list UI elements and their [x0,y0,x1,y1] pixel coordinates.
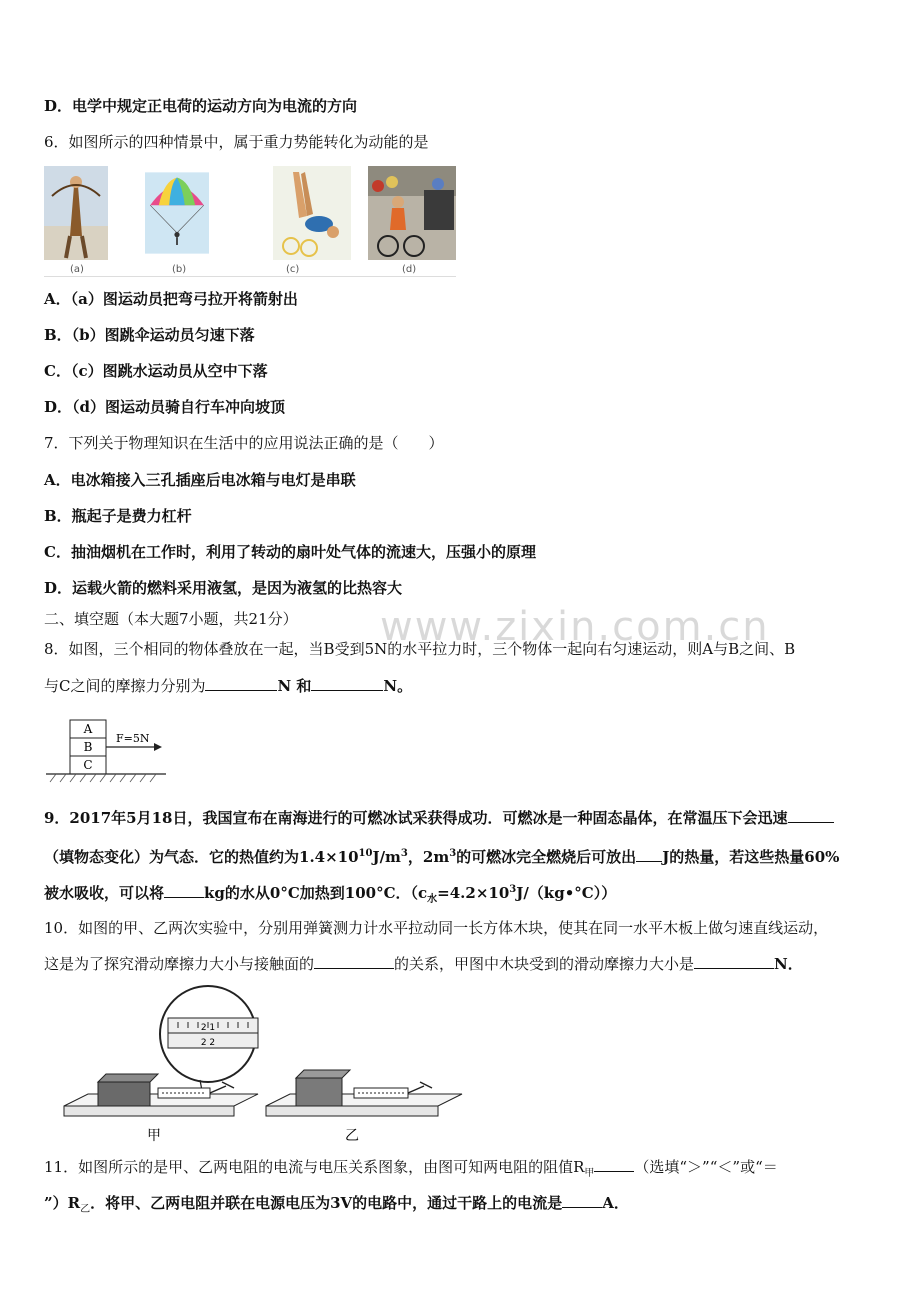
q9-line1 [44,808,834,828]
q9-blank-2[interactable] [636,847,662,862]
watermark: www.zixin.com.cn [380,604,770,650]
q8-line1: 8．如图，三个相同的物体叠放在一起，当B受到5N的水平拉力时，三个物体一起向右匀速运动，则A与B之间、B [44,640,796,658]
q6-option-b: B．（b）图跳伞运动员匀速下落 [44,326,255,344]
q11-text-2a: ”）R [44,1194,81,1212]
label-jia: 甲 [147,1128,161,1144]
q9-exp-3: 3 [449,848,457,859]
q9-text-2a: （填物态变化）为气态．它的热值约为1.4×10 [44,848,359,866]
block-b-label: B [83,740,93,754]
caption-a: (a) [70,264,84,275]
q10-line1: 10．如图的甲、乙两次实验中，分别用弹簧测力计水平拉动同一长方体木块，使其在同一水平木板上做匀速直线运动， [44,919,829,937]
q9-text-3b: kg的水从0°C加热到100°C．（c [204,884,428,902]
q6-stem: 6．如图所示的四种情景中，属于重力势能转化为动能的是 [44,133,429,151]
scale-reading-top: 2 1 [200,1023,216,1033]
q11-sub-1: 甲 [584,1168,595,1179]
q6-option-c: C．（c）图跳水运动员从空中下落 [44,362,268,380]
cyclist-photo [368,166,456,260]
q10-line2 [44,954,803,974]
q9-exp-2: 3 [400,848,408,859]
q10-blank-1[interactable] [314,954,394,969]
scale-reading-bottom: 2 2 [200,1038,216,1048]
block-c-label: C [83,758,93,772]
q8-text-c: N。 [383,677,413,695]
q10-friction-diagram [58,982,464,1144]
q7-option-c: C．抽油烟机在工作时，利用了转动的扇叶处气体的流速大，压强小的原理 [44,543,536,561]
force-label: F=5N [116,732,150,745]
q9-line2 [44,844,839,867]
q9-text-2e: J的热量，若这些热量60% [662,848,840,866]
q8-text-b: N 和 [277,677,312,695]
q11-text-2b: ．将甲、乙两电阻并联在电源电压为3V的电路中，通过干路上的电流是 [90,1194,563,1212]
q9-text-1: 9．2017年5月18日，我国宣布在南海进行的可燃冰试采获得成功．可燃冰是一种固态晶体，在常温压下会迅速 [44,809,788,827]
q9-blank-3[interactable] [164,883,204,898]
q9-text-2d: 的可燃冰完全燃烧后可放出 [456,848,637,866]
q8-line2 [44,676,412,696]
q9-text-3a: 被水吸收，可以将 [44,884,165,902]
q10-text-a: 这是为了探究滑动摩擦力大小与接触面的 [44,955,315,973]
parachute-photo [145,166,209,260]
q6-option-a: A．（a）图运动员把弯弓拉开将箭射出 [44,290,298,308]
q8-text-a: 与C之间的摩擦力分别为 [44,677,206,695]
q6-option-d: D．（d）图运动员骑自行车冲向坡顶 [44,398,285,416]
q9-sub: 水 [427,894,438,905]
q9-exp-4: 3 [509,884,517,895]
q11-text-2c: A． [602,1194,629,1212]
q11-text-1b: （选填“＞”“＜”或“＝ [634,1158,778,1176]
q10-text-c: N． [774,955,803,973]
q9-text-3d: J/（kg•°C）） [516,884,617,902]
q10-text-b: 的关系，甲图中木块受到的滑动摩擦力大小是 [394,955,695,973]
q7-option-b: B．瓶起子是费力杠杆 [44,507,192,525]
q9-line3 [44,880,616,910]
archer-photo [44,166,108,260]
q8-blank-1[interactable] [205,676,277,691]
q11-blank-2[interactable] [562,1193,602,1208]
label-yi: 乙 [345,1128,359,1144]
block-a-label: A [83,722,93,736]
q8-block-diagram [46,714,166,784]
caption-b: (b) [172,264,187,275]
q11-text-1a: 11．如图所示的是甲、乙两电阻的电流与电压关系图象，由图可知两电阻的阻值R [44,1158,585,1176]
diver-photo [273,166,351,260]
caption-c: (c) [286,264,300,275]
q7-stem: 7．下列关于物理知识在生活中的应用说法正确的是（ ） [44,434,444,452]
caption-d: (d) [402,264,417,275]
q10-blank-2[interactable] [694,954,774,969]
q9-text-2c: ，2m [407,848,450,866]
section-heading: 二、填空题（本大题7小题，共21分） [44,610,298,628]
q9-text-2b: J/m [372,848,401,866]
q8-blank-2[interactable] [311,676,383,691]
q7-option-a: A．电冰箱接入三孔插座后电冰箱与电灯是串联 [44,471,356,489]
q11-line2 [44,1193,629,1220]
q9-text-3c: =4.2×10 [437,884,510,902]
q5-option-d: D．电学中规定正电荷的运动方向为电流的方向 [44,97,358,115]
q9-exp-1: 10 [358,848,373,859]
q7-option-d: D．运载火箭的燃料采用液氢，是因为液氢的比热容大 [44,579,403,597]
q11-blank-1[interactable] [594,1157,634,1172]
q11-line1 [44,1157,778,1184]
q11-sub-2: 乙 [80,1204,91,1215]
q9-blank-1[interactable] [788,808,834,823]
